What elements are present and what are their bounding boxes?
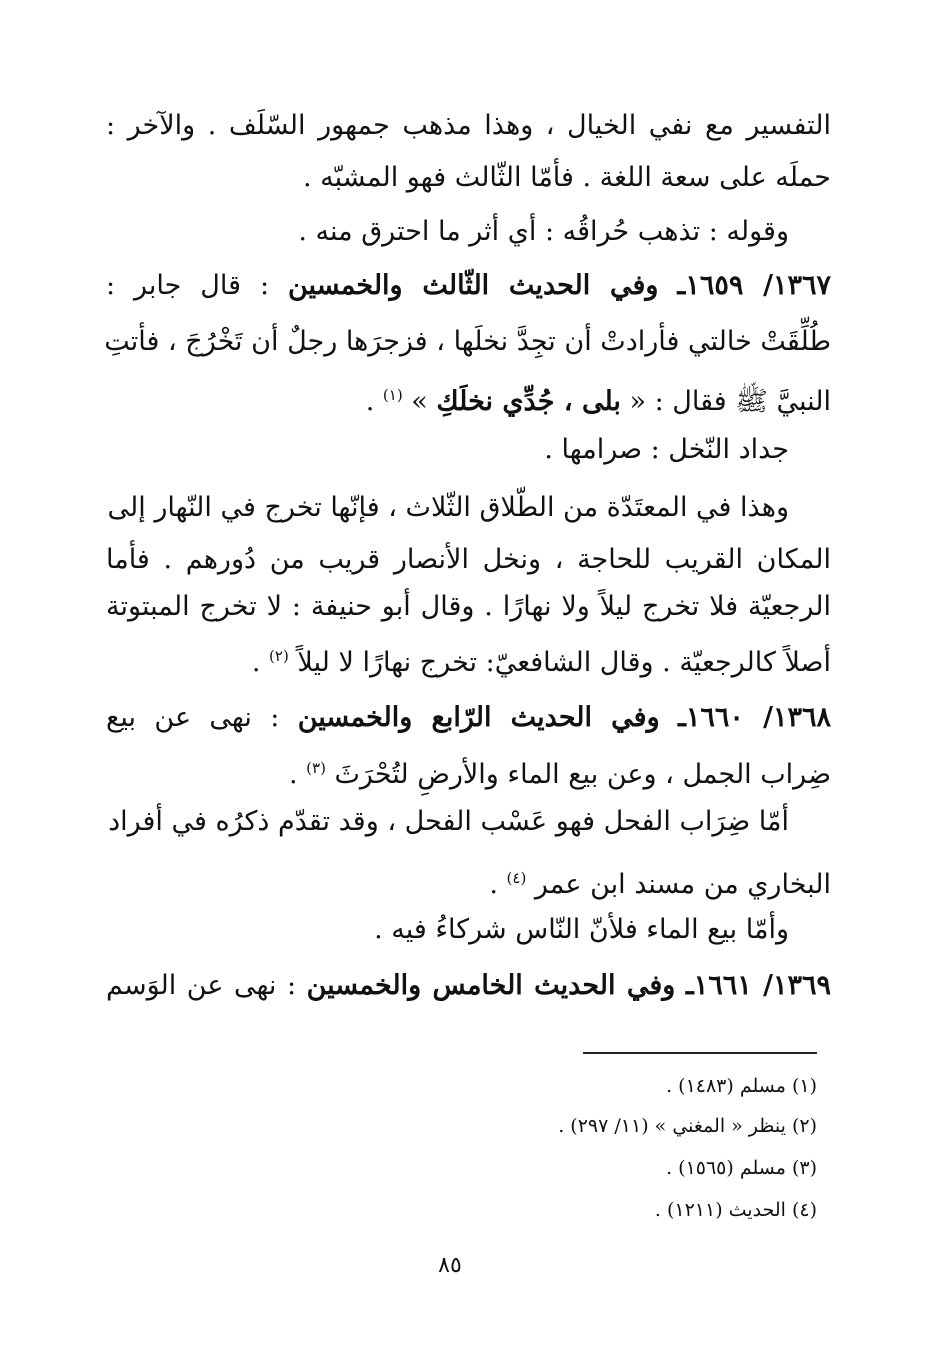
hadith-title: وفي الحديث الثّالث والخمسين bbox=[288, 270, 659, 301]
text-run: . bbox=[251, 647, 261, 678]
body-line-13 bbox=[106, 748, 831, 795]
hadith-heading-1 bbox=[106, 266, 831, 306]
hadith-intro: : نهى عن بيع bbox=[106, 702, 280, 733]
text-run: أصلاً كالرجعيّة . وقال الشافعيّ: تخرج نهارًا لا ليلاً bbox=[297, 647, 831, 678]
body-line-1: التفسير مع نفي الخيال ، وهذا مذهب جمهور السّلَف . والآخر : bbox=[106, 110, 831, 141]
footnote-3: (٣) مسلم (١٥٦٥) . bbox=[666, 1157, 817, 1179]
body-line-14: أمّا ضِرَاب الفحل فهو عَسْب الفحل ، وقد تقدّم ذكرُه في أفراد bbox=[108, 806, 789, 837]
text-run: » bbox=[411, 386, 428, 417]
body-line-6 bbox=[106, 375, 831, 422]
hadith-heading-3 bbox=[106, 966, 831, 1006]
footnote-1: (١) مسلم (١٤٨٣) . bbox=[666, 1075, 817, 1097]
text-run: البخاري من مسند ابن عمر bbox=[534, 869, 831, 900]
body-line-5: طُلِّقَتْ خالتي فأرادتْ أن تجِدَّ نخلَها ، فزجرَها رجلٌ أن تَخْرُجَ ، فأتتِ bbox=[104, 326, 831, 357]
hadith-title: وفي الحديث الخامس والخمسين bbox=[306, 970, 676, 1001]
hadith-intro: : قال جابر : bbox=[106, 270, 270, 301]
hadith-number: ١٣٦٨/ ١٦٦٠ـ bbox=[677, 702, 831, 733]
hadith-title: وفي الحديث الرّابع والخمسين bbox=[297, 702, 660, 733]
footnote-4: (٤) الحديث (١٢١١) . bbox=[654, 1199, 817, 1221]
body-line-8: وهذا في المعتَدّة من الطّلاق الثّلاث ، فإنّها تخرج في النّهار إلى bbox=[107, 492, 789, 523]
body-line-2: حملَه على سعة اللغة . فأمّا الثّالث فهو المشبّه . bbox=[303, 162, 831, 193]
hadith-quote: بلى ، جُدِّي نخلَكِ bbox=[436, 386, 621, 417]
text-run: . bbox=[365, 386, 375, 417]
hadith-intro: : نهى عن الوَسم bbox=[106, 970, 297, 1001]
footnote-divider bbox=[583, 1052, 817, 1054]
hadith-heading-2 bbox=[106, 698, 831, 738]
text-run: . bbox=[288, 759, 298, 790]
body-line-10: الرجعيّة فلا تخرج ليلاً ولا نهارًا . وقال أبو حنيفة : لا تخرج المبتوتة bbox=[106, 591, 831, 622]
body-line-11 bbox=[106, 636, 831, 683]
text-run: ضِراب الجمل ، وعن بيع الماء والأرضِ لتُحْرَثَ bbox=[334, 759, 831, 790]
body-line-9: المكان القريب للحاجة ، ونخل الأنصار قريب من دُورهم . فأما bbox=[106, 544, 831, 575]
hadith-number: ١٣٦٩/ ١٦٦١ـ bbox=[685, 970, 831, 1001]
body-line-3: وقوله : تذهب حُراقُه : أي أثر ما احترق منه . bbox=[298, 216, 789, 247]
text-run: النبيَّ ﷺ فقال : « bbox=[629, 386, 831, 417]
footnote-ref: (٣) bbox=[306, 759, 326, 777]
page-number: ٨٥ bbox=[438, 1253, 462, 1278]
text-run: . bbox=[489, 869, 498, 900]
hadith-number: ١٣٦٧/ ١٦٥٩ـ bbox=[677, 270, 831, 301]
body-line-16: وأمّا بيع الماء فلأنّ النّاس شركاءُ فيه . bbox=[374, 914, 789, 945]
footnote-ref: (١) bbox=[382, 386, 403, 404]
footnote-ref: (٢) bbox=[269, 647, 289, 665]
footnote-ref: (٤) bbox=[506, 869, 527, 887]
body-line-7: جداد النّخل : صرامها . bbox=[544, 434, 789, 465]
body-line-15 bbox=[106, 858, 831, 905]
footnote-2: (٢) ينظر « المغني » (١١/ ٢٩٧) . bbox=[558, 1115, 817, 1137]
